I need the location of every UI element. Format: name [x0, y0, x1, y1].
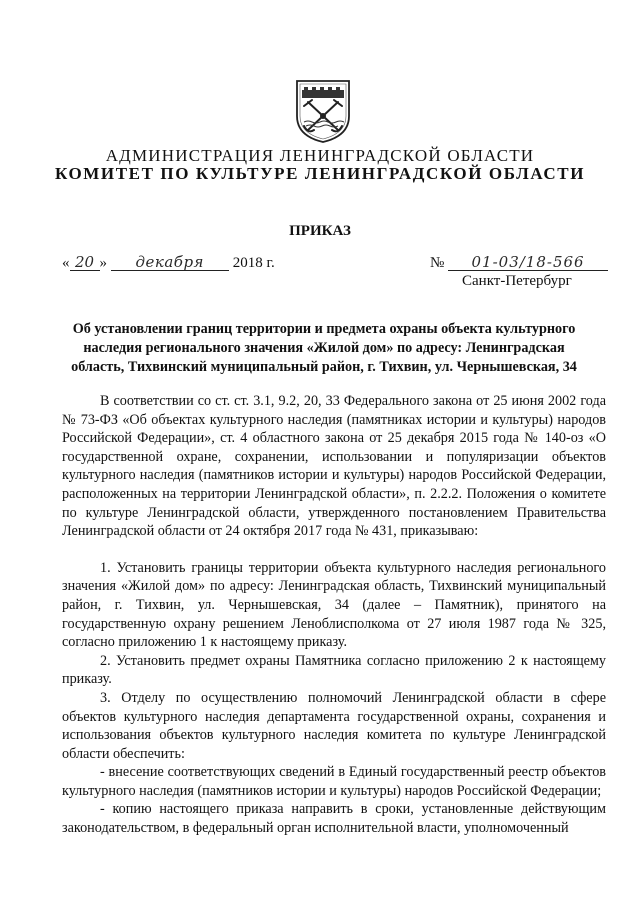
- document-body: [62, 392, 606, 838]
- paragraph-item-1: 1. Установить границы территории объекта культурного наследия регионального значения «Жилой дом» по адресу: Ленинградская область, Тихвинский муниципальный район, г. Тихвин, ул. Чернышевская, 34 (далее – Памятник), принятого на государственную охрану решением Леноблисполкома от 27 июля 1987 года № 325, согласно приложению 1 к настоящему приказу.: [62, 559, 606, 651]
- paragraph-item-2: 2. Установить предмет охраны Памятника согласно приложению 2 к настоящему приказу.: [62, 652, 606, 688]
- leningrad-oblast-coat-of-arms-icon: [294, 78, 352, 144]
- order-city: Санкт-Петербург: [462, 273, 572, 289]
- date-month-handwritten: декабря: [111, 254, 229, 271]
- organization-name-committee: КОМИТЕТ ПО КУЛЬТУРЕ ЛЕНИНГРАДСКОЙ ОБЛАСТИ: [54, 164, 586, 183]
- date-day-handwritten: 20: [70, 254, 100, 271]
- date-year: 2018 г.: [232, 255, 275, 271]
- order-subject: Об установлении границ территории и предмета охраны объекта культурного наследия регионального значения «Жилой дом» по адресу: Ленинградская область, Тихвинский муниципальный район, г. Тихвин, ул. Чернышевская, 34: [71, 321, 577, 375]
- date-close-quote: »: [99, 255, 107, 271]
- order-number: [430, 253, 608, 273]
- date-open-quote: «: [62, 255, 70, 271]
- paragraph-item-3: 3. Отделу по осуществлению полномочий Ленинградской области в сфере объектов культурного наследия департамента государственной охраны, сохранения и использования объектов культурного наследия комитета по культуре Ленинградской области обеспечить:: [62, 689, 606, 762]
- number-prefix: №: [430, 255, 445, 271]
- paragraph-item-3-sub-2: - копию настоящего приказа направить в сроки, установленные действующим законодательством, в федеральный орган исполнительной власти, уполномоченный: [62, 801, 606, 837]
- order-number-handwritten: 01-03/18-566: [448, 254, 608, 271]
- preamble-paragraph: В соответствии со ст. ст. 3.1, 9.2, 20, 33 Федерального закона от 25 июня 2002 года № 73-ФЗ «Об объектах культурного наследия (памятниках истории и культуры) народов Российской Федерации», ст. 4 областного закона от 25 декабря 2015 года № 140-оз «О государственной охране, сохранении, использовании и популяризации объектов культурного наследия (памятников истории и культуры) народов Российской Федерации, расположенных на территории Ленинградской области», п. 2.2.2. Положения о комитете по культуре Ленинградской области, утвержденного постановлением Правительства Ленинградской области от 24 октября 2017 года № 431, приказываю:: [62, 393, 606, 540]
- document-title: ПРИКАЗ: [289, 223, 351, 239]
- organization-name-administration: АДМИНИСТРАЦИЯ ЛЕНИНГРАДСКОЙ ОБЛАСТИ: [105, 146, 535, 165]
- order-date: [62, 253, 275, 273]
- paragraph-item-3-sub-1: - внесение соответствующих сведений в Единый государственный реестр объектов культурного наследия (памятников истории и культуры) народов Российской Федерации;: [62, 764, 606, 799]
